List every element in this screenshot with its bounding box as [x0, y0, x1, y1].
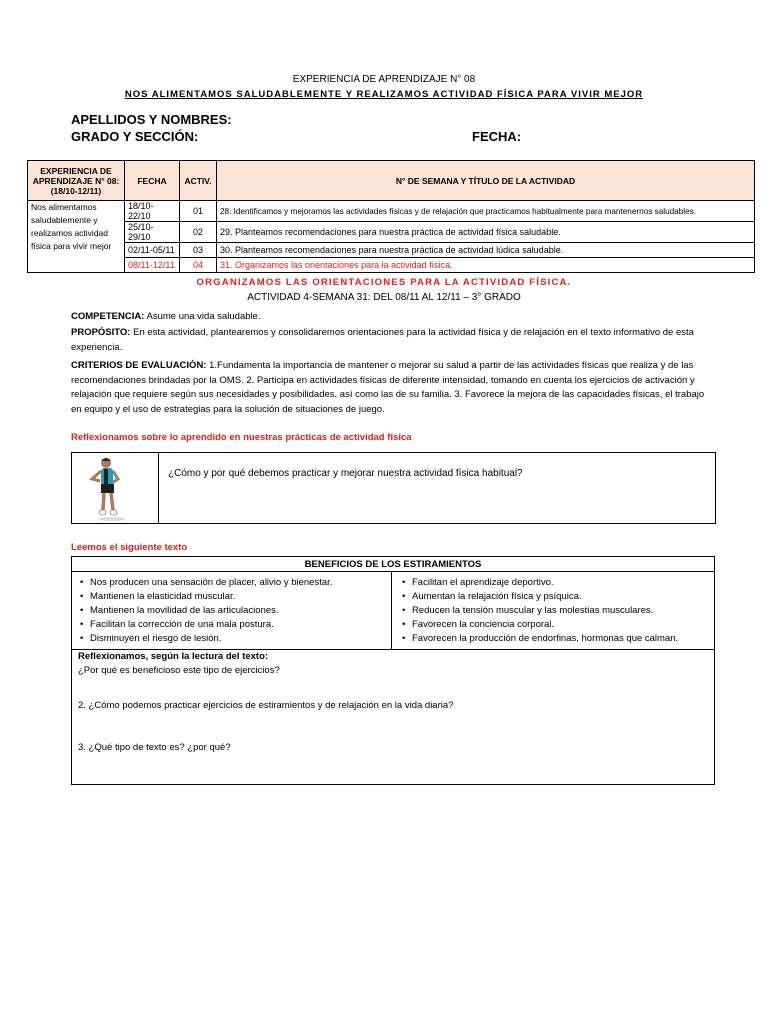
athlete-image — [72, 453, 159, 523]
row-title: 28. Identificamos y mejoramos las actividades físicas y de relajación que practicamos habitualmente para mantenernos saludables. — [217, 201, 755, 222]
header-experience: EXPERIENCIA DE APRENDIZAJE N° 08: (18/10-12/11) — [28, 161, 125, 201]
list-item: • Disminuyen el riesgo de lesión. — [90, 632, 387, 646]
criterios — [71, 359, 716, 417]
list-item: • Reducen la tensión muscular y las molestias musculares. — [412, 604, 710, 618]
date-label: FECHA: — [472, 129, 522, 144]
criterios-text: 1.Fundamenta la importancia de mantener o mejorar su salud a partir de las actividades físicas que realiza y de las recomendaciones brindadas por la OMS. 2. Participa en actividades físicas de diferente intensidad, tomando en cuenta los ejercicios de activación y relajación que requiere según sus necesidades y posibilidades, así como las de su familia. 3. Favorece la mejora de las capacidades físicas, el trabajo en equipo y el uso de estrategias para la solución de situaciones de juego. — [71, 360, 705, 415]
list-item: • Favorecen la producción de endorfinas, hormonas que calman. — [412, 632, 710, 646]
list-item: • Mantienen la movilidad de las articulaciones. — [90, 604, 387, 618]
row-date: 08/11-12/11 — [125, 258, 180, 273]
row-activity: 02 — [180, 222, 217, 243]
header-date: FECHA — [125, 161, 180, 201]
list-item: • Aumentan la relajación física y psíquica. — [412, 590, 710, 604]
question-3: 3. ¿Qué tipo de texto es? ¿por qué? — [78, 742, 231, 753]
row-title: 29. Planteamos recomendaciones para nuestra práctica de actividad física saludable. — [217, 222, 755, 243]
proposito — [71, 326, 716, 355]
row-title: 31. Organizamos las orientaciones para la actividad física. — [217, 258, 755, 273]
row-activity: 01 — [180, 201, 217, 222]
reflect-box — [71, 452, 716, 524]
list-item: • Nos producen una sensación de placer, alivio y bienestar. — [90, 576, 387, 590]
criterios-label: CRITERIOS DE EVALUACIÓN: — [71, 360, 207, 371]
question-2: 2. ¿Cómo podemos practicar ejercicios de estiramientos y de relajación en la vida diaria? — [78, 700, 454, 711]
list-item: • Favorecen la conciencia corporal. — [412, 618, 710, 632]
header-week-title: N° DE SEMANA Y TÍTULO DE LA ACTIVIDAD — [217, 161, 755, 201]
row-activity: 04 — [180, 258, 217, 273]
reading-heading: Leemos el siguiente texto — [71, 542, 188, 553]
competencia — [71, 310, 711, 325]
list-item: • Facilitan el aprendizaje deportivo. — [412, 576, 710, 590]
reflect-question: ¿Cómo y por qué debemos practicar y mejorar nuestra actividad física habitual? — [168, 468, 523, 479]
grade-label: GRADO Y SECCIÓN: — [71, 129, 199, 144]
row-date: 25/10-29/10 — [125, 222, 180, 243]
benefits-left — [72, 572, 392, 650]
benefits-table — [71, 556, 715, 785]
row-title: 30. Planteamos recomendaciones para nuestra práctica de actividad lúdica saludable. — [217, 243, 755, 258]
experience-cell: Nos alimentamos saludablemente y realizamos actividad física para vivir mejor — [28, 201, 125, 273]
athlete-illustration — [72, 453, 158, 523]
row-date: 02/11-05/11 — [125, 243, 180, 258]
benefits-title: BENEFICIOS DE LOS ESTIRAMIENTOS — [72, 557, 715, 572]
document-title: NOS ALIMENTAMOS SALUDABLEMENTE Y REALIZAMOS ACTIVIDAD FÍSICA PARA VIVIR MEJOR — [124, 89, 644, 100]
experience-number: EXPERIENCIA DE APRENDIZAJE N° 08 — [292, 74, 476, 85]
benefits-right — [392, 572, 715, 650]
questions-cell — [72, 650, 715, 785]
list-item: • Facilitan la corrección de una mala postura. — [90, 618, 387, 632]
reflect-heading: Reflexionamos sobre lo aprendido en nuestras prácticas de actividad física — [71, 432, 412, 443]
schedule-table — [27, 160, 755, 273]
question-1: ¿Por qué es beneficioso este tipo de ejercicios? — [78, 665, 280, 676]
row-activity: 03 — [180, 243, 217, 258]
activity-subtitle: ACTIVIDAD 4-SEMANA 31: DEL 08/11 AL 12/11 – 3° GRADO — [247, 292, 521, 303]
proposito-text: En esta actividad, plantearemos y consolidaremos orientaciones para la actividad física y de relajación en el texto informativo de esta experiencia. — [71, 327, 694, 353]
header-activity: ACTIV. — [180, 161, 217, 201]
names-label: APELLIDOS Y NOMBRES: — [71, 112, 232, 127]
proposito-label: PROPÓSITO: — [71, 327, 131, 338]
competencia-text: Asume una vida saludable. — [144, 311, 261, 322]
list-item: • Mantienen la elasticidad muscular. — [90, 590, 387, 604]
row-date: 18/10-22/10 — [125, 201, 180, 222]
competencia-label: COMPETENCIA: — [71, 311, 145, 322]
questions-heading: Reflexionamos, según la lectura del texto: — [78, 651, 269, 662]
activity-title: ORGANIZAMOS LAS ORIENTACIONES PARA LA ACTIVIDAD FÍSICA. — [196, 277, 572, 288]
